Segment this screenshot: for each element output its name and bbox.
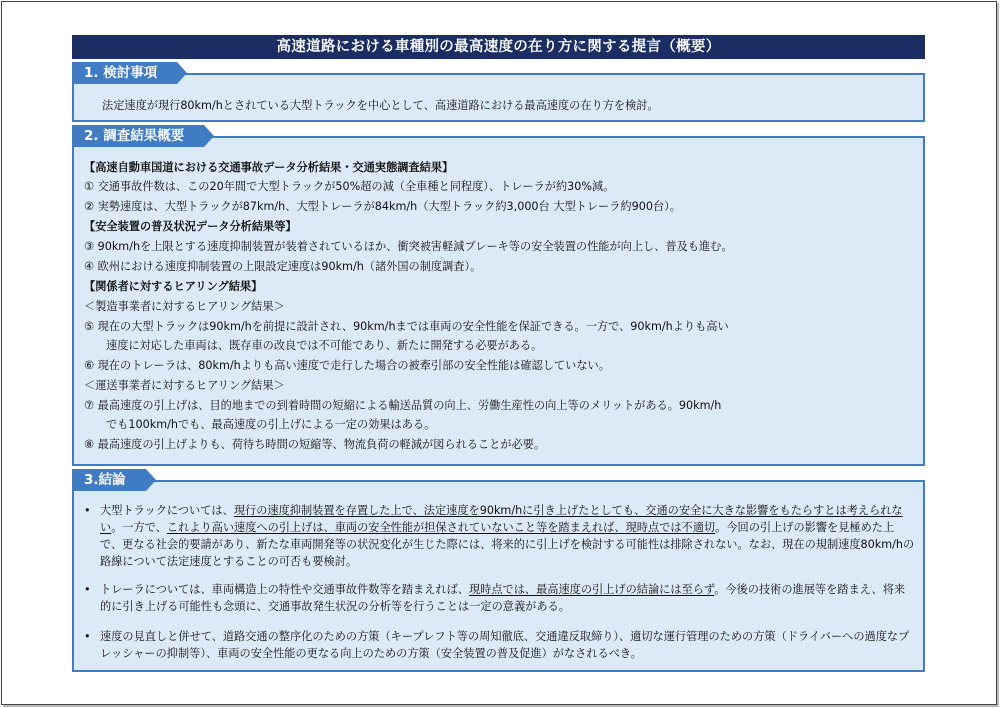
survey-item-1: ① 交通事故件数は、この20年間で大型トラックが50%超の減（全車種と同程度）、トレーラが約30%減。 (84, 180, 615, 193)
text-run: 。今回の引上げの影響を見極めた上で、更なる社会的要請があり、新たな車両開発等の状況変化が生じた際には、将来的に引上げを検討する可能性は排除されない。なお、現在の規制速度80km/hの路線について法定速度とすることの可否も要検討。 (100, 521, 915, 568)
survey-item-5-continued (84, 337, 917, 354)
text-run: 大型トラックについては、 (100, 504, 234, 517)
section-survey-heading: 2. 調査結果概要 (72, 125, 204, 147)
survey-item-7: ⑦ 最高速度の引上げは、目的地までの到着時間の短縮による輸送品質の向上、労働生産性の向上等のメリットがある。90km/h (84, 399, 722, 412)
survey-subheading-carriers: ＜運送事業者に対するヒアリング結果＞ (84, 379, 285, 392)
text-run: トレーラについては、車両構造上の特性や交通事故件数等を踏まえれば、 (100, 583, 469, 596)
text-run: 。今後の技術の進展等を踏まえ、将来的に引き上げる可能性も念頭に、交通事故発生状況の分析等を行うことは一定の意義がある。 (100, 583, 906, 613)
section-conclusion-heading: 3.結論 (72, 469, 146, 491)
text-run: 。一方で、 (111, 521, 167, 534)
conclusion-paragraph-trucks-text (100, 502, 915, 570)
survey-subheading-safety-devices: 【安全装置の普及状況データ分析結果等】 (84, 220, 297, 233)
section-conclusion (72, 472, 925, 672)
conclusion-paragraph-trailers (84, 581, 915, 615)
survey-subheading-hearing: 【関係者に対するヒアリング結果】 (84, 280, 263, 293)
survey-item-7-continued (84, 416, 917, 433)
conclusion-paragraph-measures-text: 速度の見直しと併せて、道路交通の整序化のための方策（キープレフト等の周知徹底、交通違反取締り）、適切な運行管理のための方策（ドライバーへの過度なプレッシャーの抑制等）、車両の安全性能の更なる向上のための方策（安全装置の普及促進）がなされるべき。 (100, 630, 910, 660)
survey-item-2: ② 実勢速度は、大型トラックが87km/h、大型トレーラが84km/h（大型トラック約3,000台 大型トレーラ約900台）。 (84, 200, 681, 213)
survey-item-8: ⑧ 最高速度の引上げよりも、荷待ち時間の短縮等、物流負荷の軽減が図られることが必要。 (84, 438, 546, 451)
bullet-dot: • (84, 504, 91, 517)
underlined-text: これより高い速度への引上げは、車両の安全性能が担保されていないこと等を踏まえれば、現時点では不適切 (166, 521, 716, 534)
page-title: 高速道路における車種別の最高速度の在り方に関する提言（概要） (72, 35, 925, 59)
conclusion-paragraph-trucks (84, 502, 915, 570)
section-review-heading: 1. 検討事項 (72, 62, 177, 84)
conclusion-paragraph-measures (84, 628, 915, 662)
bullet-dot: • (84, 583, 91, 596)
survey-item-5-continued-text: 速度に対応した車両は、既存車の改良では不可能であり、新たに開発する必要がある。 (106, 339, 543, 352)
survey-item-7-continued-text: でも100km/hでも、最高速度の引上げによる一定の効果はある。 (106, 418, 436, 431)
survey-subheading-accident-data: 【高速自動車国道における交通事故データ分析結果・交通実態調査結果】 (84, 161, 454, 174)
section-survey (72, 128, 925, 466)
bullet-dot: • (84, 630, 91, 643)
section-review (72, 65, 925, 122)
underlined-text: 現時点では、最高速度の引上げの結論には至らず (468, 583, 715, 596)
survey-item-4: ④ 欧州における速度抑制装置の上限設定速度は90km/h（諸外国の制度調査）。 (84, 260, 482, 273)
review-text: 法定速度が現行80km/hとされている大型トラックを中心として、高速道路における最高速度の在り方を検討。 (102, 99, 659, 112)
conclusion-paragraph-trailers-text (100, 581, 915, 615)
survey-item-3: ③ 90km/hを上限とする速度抑制装置が装着されているほか、衝突被害軽減ブレーキ等の安全装置の性能が向上し、普及も進む。 (84, 240, 733, 253)
survey-subheading-manufacturers: ＜製造事業者に対するヒアリング結果＞ (84, 300, 285, 313)
survey-item-6: ⑥ 現在のトレーラは、80km/hよりも高い速度で走行した場合の被牽引部の安全性能は確認していない。 (84, 359, 610, 372)
survey-item-5: ⑤ 現在の大型トラックは90km/hを前提に設計され、90km/hまでは車両の安全性能を保証できる。一方で、90km/hよりも高い (84, 320, 729, 333)
underlined-text: 現行の速度抑制装置を存置した上で、法定速度を90km/hに引き上げたとしても、交通の安全に大きな影響をもたらすとは考えられない (100, 504, 903, 534)
